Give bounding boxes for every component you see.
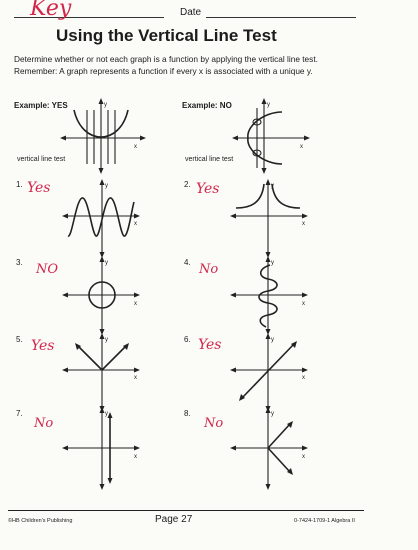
axis-label-x: x: [134, 301, 137, 307]
graph-1: [62, 178, 146, 258]
graph-5: [62, 332, 146, 412]
axis-label-x: x: [302, 375, 305, 381]
axis-label-y: y: [271, 337, 274, 343]
example-yes-caption: vertical line test: [17, 156, 66, 163]
graph-8: [230, 406, 314, 490]
axis-label-y: y: [105, 183, 108, 189]
axis-label-x: x: [302, 301, 305, 307]
axis-label-y: y: [271, 183, 274, 189]
page-title: Using the Vertical Line Test: [56, 26, 277, 45]
date-line: [206, 17, 356, 18]
footer-page-number: Page 27: [155, 514, 193, 525]
footer-isbn: 0-7424-1709-1 Algebra II: [294, 518, 355, 524]
graph-4: [230, 255, 314, 335]
example-no-caption: vertical line test: [185, 156, 234, 163]
axis-label-y: y: [267, 102, 270, 108]
problem-7-answer: No: [34, 416, 54, 431]
problem-5-answer: Yes: [31, 338, 55, 354]
graph-6: [230, 332, 314, 412]
axis-label-y: y: [271, 260, 274, 266]
graph-3: [62, 255, 146, 335]
graph-2: [230, 178, 314, 258]
problem-6-answer: Yes: [198, 337, 222, 353]
problem-1-answer: Yes: [27, 180, 51, 196]
problem-7-number: 7.: [16, 409, 23, 418]
footer-rule: [8, 510, 364, 511]
axis-label-x: x: [302, 454, 305, 460]
axis-label-y: y: [105, 337, 108, 343]
name-value: Key: [30, 0, 72, 21]
problem-5-number: 5.: [16, 335, 23, 344]
axis-label-x: x: [300, 144, 303, 150]
graph-7: [62, 406, 146, 490]
axis-label-y: y: [105, 260, 108, 266]
axis-label-x: x: [134, 221, 137, 227]
problem-8-answer: No: [204, 416, 224, 431]
problem-4-number: 4.: [184, 258, 191, 267]
axis-label-x: x: [134, 375, 137, 381]
axis-label-y: y: [105, 411, 108, 417]
problem-6-number: 6.: [184, 335, 191, 344]
axis-label-y: y: [104, 102, 107, 108]
axis-label-y: y: [271, 411, 274, 417]
example-yes-graph: [60, 98, 150, 173]
problem-2-number: 2.: [184, 180, 191, 189]
axis-label-x: x: [134, 454, 137, 460]
problem-4-answer: No: [199, 262, 219, 277]
problem-3-number: 3.: [16, 258, 23, 267]
example-no-graph: [230, 98, 320, 173]
problem-8-number: 8.: [184, 409, 191, 418]
example-no-label: Example: NO: [182, 101, 232, 110]
axis-label-x: x: [134, 144, 137, 150]
problem-3-answer: NO: [36, 262, 59, 277]
axis-label-x: x: [302, 221, 305, 227]
problem-1-number: 1.: [16, 180, 23, 189]
example-yes-label: Example: YES: [14, 101, 68, 110]
instructions: Determine whether or not each graph is a function by applying the vertical line test. Remember: A graph represents a function if every x is associated with a unique y.: [14, 54, 318, 76]
footer-publisher: ©HB Children's Publishing: [8, 518, 73, 524]
problem-2-answer: Yes: [196, 181, 220, 197]
date-label: Date: [180, 7, 202, 18]
